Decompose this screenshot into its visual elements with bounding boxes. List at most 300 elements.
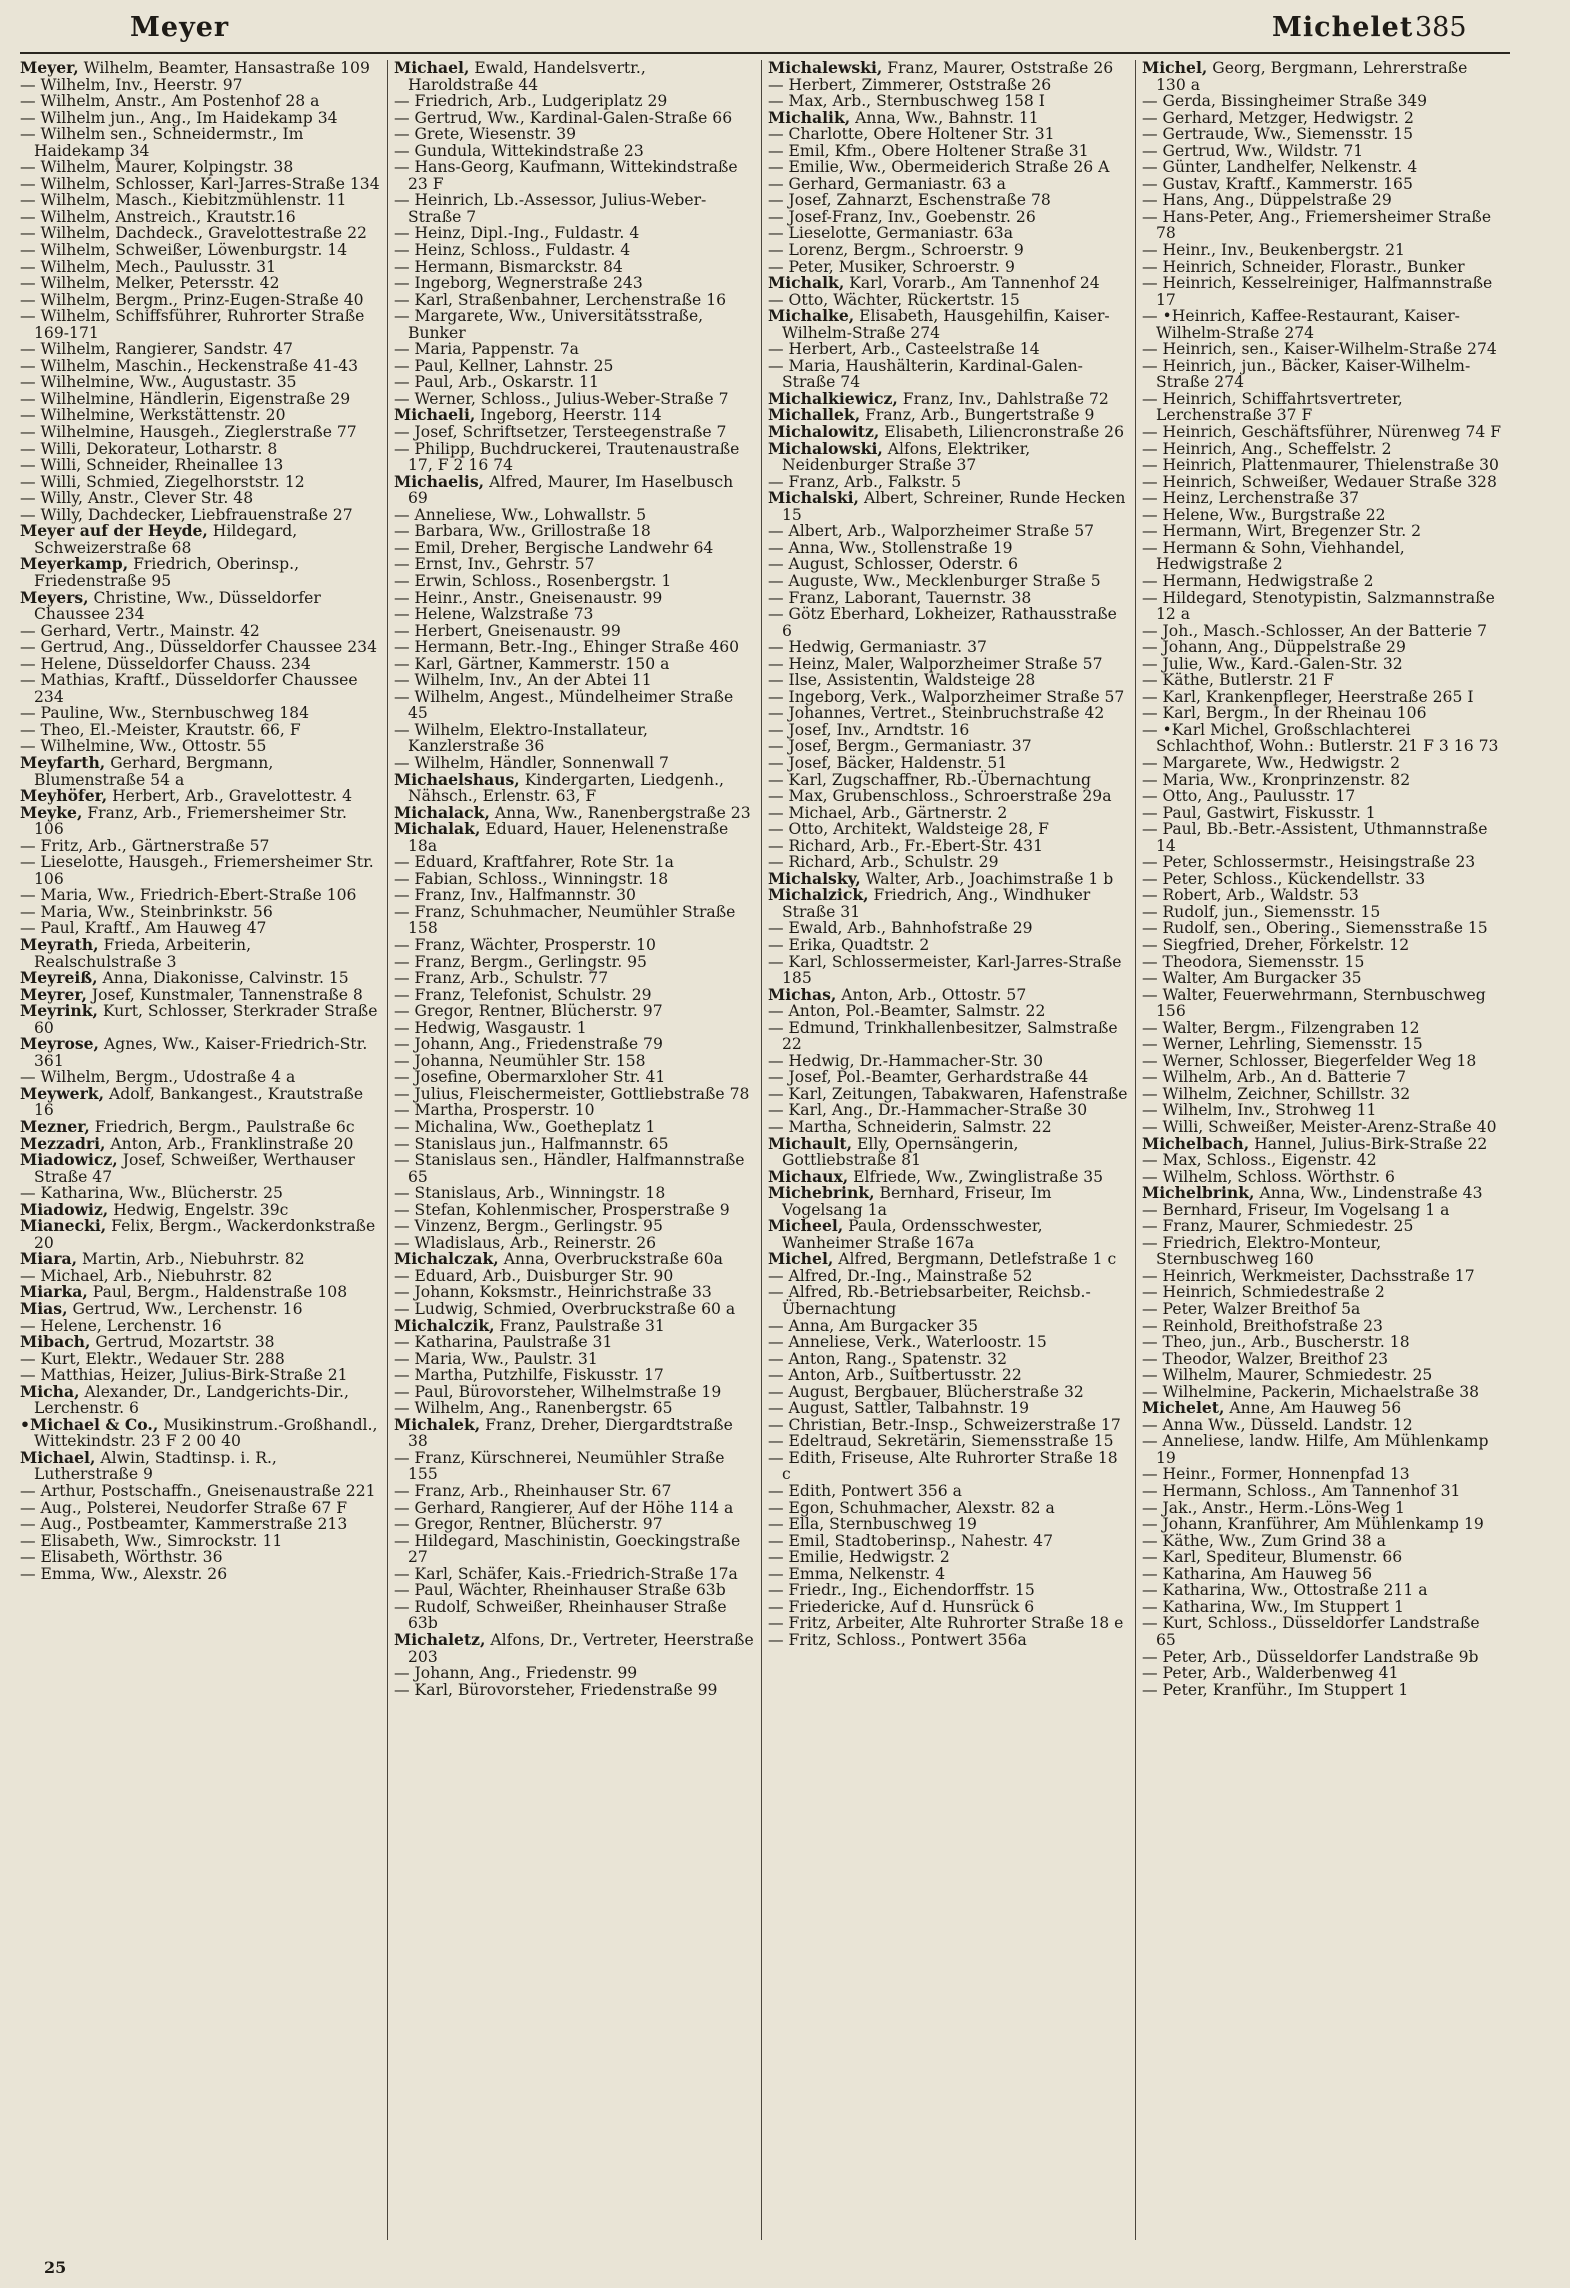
entry-text: Kurt, Schlosser, Sterkrader Straße 60 (34, 1002, 378, 1037)
entry-text: — Friedrich, Elektro-Monteur, Sternbuschweg 160 (1142, 1233, 1382, 1269)
entry-text: — Werner, Lehrling, Siemensstr. 15 (1142, 1035, 1423, 1054)
entry-text: — Maria, Ww., Kronprinzenstr. 82 (1142, 770, 1411, 789)
directory-columns (20, 60, 1510, 2240)
entry-text: — Hedwig, Dr.-Hammacher-Str. 30 (768, 1051, 1043, 1070)
entry-text: — Fritz, Arb., Gärtnerstraße 57 (20, 836, 270, 855)
directory-entry (394, 374, 754, 391)
entry-text: — Stanislaus, Arb., Winningstr. 18 (394, 1184, 666, 1203)
directory-entry (20, 275, 380, 292)
entry-surname: Michel, (768, 1249, 834, 1269)
entry-text: Alfons, Elektriker, Neidenburger Straße 37 (782, 439, 1031, 475)
entry-text: Franz, Dreher, Diergardtstraße 38 (408, 1415, 733, 1451)
entry-text: — Peter, Musiker, Schroerstr. 9 (768, 257, 1015, 276)
entry-text: — Fritz, Schloss., Pontwert 356a (768, 1630, 1027, 1649)
entry-text: — Gundula, Wittekindstraße 23 (394, 141, 644, 160)
directory-entry (394, 1414, 754, 1451)
entry-surname: Michelbrink, (1142, 1183, 1255, 1203)
entry-text: — Franz, Bergm., Gerlingstr. 95 (394, 952, 647, 971)
entry-text: — Käthe, Butlerstr. 21 F (1142, 671, 1334, 690)
directory-entry (20, 1500, 380, 1517)
entry-text: — Karl, Bergm., In der Rheinau 106 (1142, 704, 1427, 723)
entry-surname: Michalkiewicz, (768, 388, 898, 408)
directory-entry (768, 490, 1128, 523)
directory-entry (768, 722, 1128, 739)
directory-entry (1142, 1566, 1502, 1583)
entry-surname: Meyrose, (20, 1034, 99, 1054)
entry-text: — Charlotte, Obere Holtener Str. 31 (768, 125, 1055, 144)
directory-entry (20, 242, 380, 259)
entry-text: — Karl, Zeitungen, Tabakwaren, Hafenstraße (768, 1084, 1128, 1103)
directory-entry (1142, 871, 1502, 888)
entry-text: — Grete, Wiesenstr. 39 (394, 125, 577, 144)
directory-entry (1142, 788, 1502, 805)
page-number: 385 (1415, 12, 1467, 43)
directory-entry (768, 1384, 1128, 1401)
entry-text: — Johann, Ang., Friedenstraße 79 (394, 1035, 663, 1054)
directory-entry (20, 1083, 380, 1120)
entry-text: — Heinz, Schloss., Fuldastr. 4 (394, 241, 631, 260)
entry-text: — Gregor, Rentner, Blücherstr. 97 (394, 1002, 663, 1021)
entry-text: — Heinr., Inv., Beukenbergstr. 21 (1142, 241, 1405, 260)
directory-entry (1142, 1599, 1502, 1616)
entry-surname: Meyrer, (20, 984, 87, 1004)
entry-text: — Heinrich, Schneider, Florastr., Bunker (1142, 257, 1465, 276)
directory-entry (1142, 590, 1502, 623)
entry-text: — Karl, Gärtner, Kammerstr. 150 a (394, 654, 670, 673)
entry-surname: Michalczak, (394, 1249, 499, 1269)
directory-entry (394, 292, 754, 309)
entry-text: — Franz, Telefonist, Schulstr. 29 (394, 985, 652, 1004)
entry-text: — Anna, Am Burgacker 35 (768, 1316, 979, 1335)
entry-text: — Ingeborg, Wegnerstraße 243 (394, 274, 643, 293)
entry-text: — Friedrich, Arb., Ludgeriplatz 29 (394, 92, 668, 111)
column-2 (394, 60, 754, 2240)
entry-text: — Elisabeth, Wörthstr. 36 (20, 1548, 223, 1567)
directory-entry (20, 474, 380, 491)
directory-entry (1142, 1069, 1502, 1086)
entry-text: — Franz, Laborant, Tauernstr. 38 (768, 588, 1032, 607)
directory-entry (1142, 1318, 1502, 1335)
entry-surname: Micha, (20, 1381, 80, 1401)
directory-entry (768, 1133, 1128, 1170)
directory-entry (1142, 1268, 1502, 1285)
directory-entry (20, 1251, 380, 1268)
entry-text: Anna, Ww., Bahnstr. 11 (850, 108, 1039, 127)
entry-text: — Ella, Sternbuschweg 19 (768, 1515, 977, 1534)
directory-entry (768, 159, 1128, 176)
directory-entry (394, 341, 754, 358)
entry-text: — Karl, Bürovorsteher, Friedenstraße 99 (394, 1680, 718, 1699)
directory-entry (20, 225, 380, 242)
entry-text: — Egon, Schuhmacher, Alexstr. 82 a (768, 1498, 1055, 1517)
entry-text: — Gerhard, Rangierer, Auf der Höhe 114 a (394, 1498, 734, 1517)
entry-text: — Albert, Arb., Walporzheimer Straße 57 (768, 522, 1095, 541)
entry-text: — Richard, Arb., Schulstr. 29 (768, 853, 999, 872)
directory-entry (394, 987, 754, 1004)
entry-text: — Käthe, Ww., Zum Grind 38 a (1142, 1531, 1386, 1550)
entry-surname: Mibach, (20, 1332, 91, 1352)
running-head-left: Meyer (130, 12, 230, 43)
directory-entry (20, 672, 380, 705)
entry-text: — Theo, El.-Meister, Krautstr. 66, F (20, 720, 301, 739)
entry-text: — Edmund, Trinkhallenbesitzer, Salmstraße 22 (768, 1018, 1118, 1054)
entry-text: — Wilhelm, Schweißer, Löwenburgstr. 14 (20, 241, 348, 260)
entry-text: — Wilhelmine, Hausgeh., Zieglerstraße 77 (20, 423, 357, 442)
directory-entry (1142, 1433, 1502, 1466)
entry-surname: Mianecki, (20, 1216, 107, 1236)
entry-text: — Gerda, Bissingheimer Straße 349 (1142, 92, 1428, 111)
entry-text: — August, Bergbauer, Blücherstraße 32 (768, 1382, 1084, 1401)
directory-entry (1142, 1665, 1502, 1682)
entry-text: — Gregor, Rentner, Blücherstr. 97 (394, 1515, 663, 1534)
directory-entry (1142, 1649, 1502, 1666)
entry-text: — Wilhelm, Mech., Paulusstr. 31 (20, 257, 277, 276)
entry-text: Paul, Bergm., Haldenstraße 108 (87, 1283, 348, 1302)
directory-entry (20, 292, 380, 309)
entry-text: — Paul, Wächter, Rheinhauser Straße 63b (394, 1581, 726, 1600)
entry-text: — Heinrich, Geschäftsführer, Nürenweg 74 F (1142, 423, 1502, 442)
entry-text: Bernhard, Friseur, Im Vogelsang 1a (782, 1184, 1052, 1219)
entry-text: — Theo, jun., Arb., Buscherstr. 18 (1142, 1333, 1410, 1352)
directory-entry (768, 1251, 1128, 1268)
entry-text: — Emil, Dreher, Bergische Landwehr 64 (394, 538, 714, 557)
entry-text: Anna, Ww., Ranenbergstraße 23 (489, 803, 751, 822)
directory-entry (394, 523, 754, 540)
entry-text: Gerhard, Bergmann, Blumenstraße 54 a (34, 753, 274, 789)
directory-entry (394, 1367, 754, 1384)
directory-entry (20, 1516, 380, 1533)
entry-surname: Michas, (768, 984, 837, 1004)
directory-entry (394, 1086, 754, 1103)
entry-text: Hedwig, Engelstr. 39c (108, 1200, 289, 1219)
entry-text: Anna, Ww., Lindenstraße 43 (1254, 1184, 1483, 1203)
directory-entry (394, 259, 754, 276)
directory-entry (20, 391, 380, 408)
entry-text: — Erwin, Schloss., Rosenbergstr. 1 (394, 571, 672, 590)
directory-entry (768, 107, 1128, 127)
entry-surname: Mezzadri, (20, 1133, 106, 1153)
directory-entry (20, 259, 380, 276)
directory-entry (768, 689, 1128, 706)
entry-text: — Willy, Dachdecker, Liebfrauenstraße 27 (20, 505, 353, 524)
entry-text: — Maria, Ww., Paulstr. 31 (394, 1349, 598, 1368)
entry-text: Frieda, Arbeiterin, Realschulstraße 3 (34, 935, 252, 971)
entry-text: Friedrich, Bergm., Paulstraße 6c (89, 1118, 355, 1136)
directory-entry (1142, 424, 1502, 441)
entry-surname: Michaelshaus, (394, 769, 520, 789)
entry-text: — Katharina, Ww., Im Stuppert 1 (1142, 1597, 1404, 1616)
directory-entry (394, 639, 754, 656)
entry-text: Elly, Opernsängerin, Gottliebstraße 81 (782, 1134, 1019, 1170)
directory-entry (20, 656, 380, 673)
directory-entry (20, 1566, 380, 1583)
directory-entry (394, 192, 754, 225)
directory-entry (1142, 689, 1502, 706)
directory-entry (20, 523, 380, 556)
directory-entry (394, 1202, 754, 1219)
entry-text: Christine, Ww., Düsseldorfer Chaussee 234 (34, 588, 321, 624)
entry-surname: Michault, (768, 1133, 853, 1153)
directory-entry (1142, 1483, 1502, 1500)
entry-text: — Wilhelm, Anstr., Am Postenhof 28 a (20, 92, 320, 111)
entry-surname: Meyrath, (20, 934, 99, 954)
entry-text: — Friedericke, Auf d. Hunsrück 6 (768, 1597, 1035, 1616)
directory-entry (394, 937, 754, 954)
entry-text: — Max, Schloss., Eigenstr. 42 (1142, 1151, 1377, 1170)
entry-text: — Wilhelmine, Packerin, Michaelstraße 38 (1142, 1382, 1480, 1401)
directory-entry (1142, 705, 1502, 722)
entry-text: Elfriede, Ww., Zwinglistraße 35 (848, 1167, 1104, 1186)
directory-entry (394, 1268, 754, 1285)
entry-text: — Pauline, Ww., Sternbuschweg 184 (20, 704, 309, 723)
directory-entry (394, 126, 754, 143)
directory-entry (20, 587, 380, 624)
directory-entry (394, 225, 754, 242)
entry-surname: Miarka, (20, 1282, 88, 1302)
entry-text: — Anton, Pol.-Beamter, Salmstr. 22 (768, 1002, 1046, 1021)
directory-entry (1142, 540, 1502, 573)
entry-text: — Willi, Schweißer, Meister-Arenz-Straße 40 (1142, 1118, 1497, 1136)
entry-text: — Margarete, Ww., Hedwigstr. 2 (1142, 753, 1401, 772)
entry-text: — Herbert, Zimmerer, Oststraße 26 (768, 75, 1052, 94)
directory-entry (1142, 441, 1502, 458)
entry-text: — Hans-Peter, Ang., Friemersheimer Straße 78 (1142, 207, 1492, 243)
entry-text: — •Karl Michel, Großschlachterei Schlachthof, Wohn.: Butlerstr. 21 F 3 16 73 (1142, 720, 1499, 756)
entry-text: Franz, Inv., Dahlstraße 72 (897, 389, 1109, 408)
directory-entry (394, 1516, 754, 1533)
entry-text: Alfred, Maurer, Im Haselbusch 69 (408, 472, 734, 508)
directory-entry (394, 441, 754, 474)
entry-surname: Meyers, (20, 587, 89, 607)
directory-entry (394, 970, 754, 987)
directory-entry (1142, 1466, 1502, 1483)
directory-entry (768, 606, 1128, 639)
entry-text: — Wilhelm, Schiffsführer, Ruhrorter Straße 169-171 (20, 307, 365, 342)
entry-text: — Gerhard, Vertr., Mainstr. 42 (20, 621, 260, 640)
entry-text: — Wilhelmine, Ww., Ottostr. 55 (20, 737, 267, 756)
entry-text: — Julie, Ww., Kard.-Galen-Str. 32 (1142, 654, 1403, 673)
directory-entry (768, 1400, 1128, 1417)
directory-entry (20, 407, 380, 424)
directory-entry (20, 77, 380, 94)
entry-text: — Johann, Koksmstr., Heinrichstraße 33 (394, 1283, 712, 1302)
directory-entry (1142, 1301, 1502, 1318)
entry-text: — Josef, Pol.-Beamter, Gerhardstraße 44 (768, 1068, 1089, 1087)
directory-entry (20, 1533, 380, 1550)
directory-entry (20, 1549, 380, 1566)
directory-entry (20, 623, 380, 640)
entry-surname: Michaux, (768, 1166, 849, 1186)
entry-text: — Walter, Bergm., Filzengraben 12 (1142, 1018, 1420, 1037)
directory-entry (394, 1036, 754, 1053)
directory-entry (768, 755, 1128, 772)
entry-text: — Alfred, Rb.-Betriebsarbeiter, Reichsb.-Übernachtung (768, 1283, 1091, 1319)
directory-entry (1142, 192, 1502, 209)
entry-text: — Karl, Spediteur, Blumenstr. 66 (1142, 1548, 1403, 1567)
entry-text: — Helene, Walzstraße 73 (394, 605, 594, 624)
directory-entry (1142, 176, 1502, 193)
entry-surname: Michalke, (768, 306, 855, 326)
entry-text: — Hans-Georg, Kaufmann, Wittekindstraße 23 F (394, 158, 738, 193)
directory-entry (394, 60, 754, 93)
entry-text: — Aug., Polsterei, Neudorfer Straße 67 F (20, 1498, 348, 1517)
directory-entry (394, 1599, 754, 1632)
directory-entry (1142, 1086, 1502, 1103)
directory-entry (394, 887, 754, 904)
directory-entry (394, 556, 754, 573)
entry-text: — Emma, Nelkenstr. 4 (768, 1564, 946, 1583)
entry-text: — Peter, Walzer Breithof 5a (1142, 1300, 1361, 1319)
entry-text: — Mathias, Kraftf., Düsseldorfer Chaussee 234 (20, 671, 358, 706)
entry-text: — Hedwig, Wasgaustr. 1 (394, 1018, 587, 1037)
entry-text: — Rudolf, sen., Obering., Siemensstraße 15 (1142, 919, 1488, 938)
entry-text: — Barbara, Ww., Grillostraße 18 (394, 522, 651, 541)
entry-text: Eduard, Hauer, Helenenstraße 18a (408, 820, 729, 855)
entry-text: — Wilhelmine, Händlerin, Eigenstraße 29 (20, 389, 351, 408)
entry-text: — Arthur, Postschaffn., Gneisenaustraße 221 (20, 1482, 376, 1501)
directory-entry (768, 1549, 1128, 1566)
entry-surname: Mias, (20, 1299, 68, 1319)
entry-text: — Johann, Ang., Friedenstr. 99 (394, 1664, 638, 1683)
entry-text: — Ingeborg, Verk., Walporzheimer Straße 57 (768, 687, 1125, 706)
directory-entry (768, 1615, 1128, 1632)
directory-entry (1142, 1615, 1502, 1648)
directory-entry (20, 1284, 380, 1301)
entry-text: — Wilhelm sen., Schneidermstr., Im Haidekamp 34 (20, 125, 304, 160)
directory-entry (20, 705, 380, 722)
directory-entry (768, 556, 1128, 573)
entry-text: — Edith, Pontwert 356 a (768, 1482, 962, 1501)
entry-surname: Miara, (20, 1249, 78, 1269)
entry-text: — Helene, Ww., Burgstraße 22 (1142, 505, 1386, 524)
entry-text: — Martha, Schneiderin, Salmstr. 22 (768, 1118, 1052, 1136)
entry-text: — Helene, Düsseldorfer Chauss. 234 (20, 654, 311, 673)
directory-entry (394, 110, 754, 127)
entry-text: — Hermann, Hedwigstraße 2 (1142, 571, 1374, 590)
entry-text: — Gertrud, Ww., Wildstr. 71 (1142, 141, 1364, 160)
directory-entry (768, 1500, 1128, 1517)
header-rule (20, 52, 1510, 54)
entry-text: Felix, Bergm., Wackerdonkstraße 20 (34, 1217, 376, 1252)
directory-entry (768, 438, 1128, 475)
entry-surname: Meyerkamp, (20, 554, 129, 574)
directory-entry (394, 1185, 754, 1202)
directory-entry (20, 209, 380, 226)
directory-entry (394, 573, 754, 590)
entry-text: — Theodor, Walzer, Breithof 23 (1142, 1349, 1389, 1368)
directory-entry (394, 1384, 754, 1401)
directory-entry (1142, 573, 1502, 590)
directory-entry (768, 358, 1128, 391)
directory-entry (768, 788, 1128, 805)
directory-entry (20, 457, 380, 474)
entry-text: — Wilhelm, Anstreich., Krautstr.16 (20, 207, 296, 226)
entry-text: — Anneliese, Ww., Lohwallstr. 5 (394, 505, 647, 524)
entry-text: — Wilhelm, Melker, Petersstr. 42 (20, 274, 280, 293)
entry-surname: Mezner, (20, 1117, 90, 1136)
directory-entry (20, 722, 380, 739)
entry-text: — Edeltraud, Sekretärin, Siemensstraße 15 (768, 1432, 1114, 1451)
entry-text: — Werner, Schlosser, Biegerfelder Weg 18 (1142, 1051, 1477, 1070)
directory-entry (768, 1069, 1128, 1086)
directory-entry (768, 937, 1128, 954)
directory-entry (1142, 457, 1502, 474)
directory-entry (768, 838, 1128, 855)
entry-text: Hannel, Julius-Birk-Straße 22 (1249, 1134, 1488, 1153)
directory-entry (394, 1533, 754, 1566)
directory-entry (1142, 904, 1502, 921)
entry-text: — Heinrich, Werkmeister, Dachsstraße 17 (1142, 1266, 1475, 1285)
directory-entry (394, 606, 754, 623)
directory-entry (1142, 391, 1502, 424)
directory-entry (394, 1053, 754, 1070)
entry-text: — Katharina, Am Hauweg 56 (1142, 1564, 1373, 1583)
directory-entry (20, 424, 380, 441)
entry-text: — Heinz, Lerchenstraße 37 (1142, 489, 1360, 508)
entry-text: — Max, Arb., Sternbuschweg 158 I (768, 92, 1045, 111)
entry-surname: Michalowitz, (768, 422, 880, 442)
directory-entry (1142, 656, 1502, 673)
entry-text: — Wladislaus, Arb., Reinerstr. 26 (394, 1233, 657, 1252)
directory-entry (20, 1483, 380, 1500)
entry-text: — Josef, Inv., Arndtstr. 16 (768, 720, 970, 739)
directory-entry (1142, 60, 1502, 93)
entry-text: — Paul, Kraftf., Am Hauweg 47 (20, 919, 267, 938)
entry-text: — Anna, Ww., Stollenstraße 19 (768, 538, 1013, 557)
entry-text: — Günter, Landhelfer, Nelkenstr. 4 (1142, 158, 1418, 177)
directory-entry (1142, 242, 1502, 259)
entry-text: — •Heinrich, Kaffee-Restaurant, Kaiser-Wilhelm-Straße 274 (1142, 307, 1460, 342)
entry-text: — Heinrich, Lb.-Assessor, Julius-Weber-Straße 7 (394, 191, 707, 226)
entry-text: Gertrud, Mozartstr. 38 (90, 1333, 275, 1352)
entry-text: — Michael, Arb., Niebuhrstr. 82 (20, 1266, 273, 1285)
entry-text: — Franz, Kürschnerei, Neumühler Straße 155 (394, 1448, 725, 1484)
entry-text: — Matthias, Heizer, Julius-Birk-Straße 21 (20, 1366, 348, 1385)
entry-text: Kindergarten, Liedgenh., Nähsch., Erlenstr. 63, F (408, 770, 724, 806)
entry-text: Alfred, Bergmann, Detlefstraße 1 c (833, 1250, 1117, 1269)
column-divider (761, 60, 762, 2240)
entry-surname: Michaelis, (394, 471, 485, 491)
directory-entry (1142, 1284, 1502, 1301)
entry-text: Anton, Arb., Ottostr. 57 (836, 985, 1027, 1004)
print-signature: 25 (44, 2258, 67, 2277)
directory-entry (768, 573, 1128, 590)
entry-text: — Paul, Gastwirt, Fiskusstr. 1 (1142, 803, 1376, 822)
entry-text: — Heinz, Maler, Walporzheimer Straße 57 (768, 654, 1103, 673)
directory-entry (394, 1284, 754, 1301)
entry-text: — Gertrud, Ww., Kardinal-Galen-Straße 66 (394, 108, 733, 127)
directory-entry (394, 1483, 754, 1500)
entry-text: — Wilhelm, Ang., Ranenbergstr. 65 (394, 1399, 673, 1418)
directory-entry (768, 1284, 1128, 1317)
directory-entry (1142, 1400, 1502, 1417)
entry-text: — Katharina, Paulstraße 31 (394, 1333, 613, 1352)
entry-text: — Josefine, Obermarxloher Str. 41 (394, 1068, 666, 1087)
directory-entry (394, 623, 754, 640)
entry-text: — Herbert, Arb., Casteelstraße 14 (768, 340, 1040, 359)
directory-entry (1142, 259, 1502, 276)
directory-entry (394, 1315, 754, 1335)
entry-surname: Meyer auf der Heyde, (20, 521, 208, 541)
entry-text: — Eduard, Arb., Duisburger Str. 90 (394, 1266, 674, 1285)
entry-text: Friedrich, Oberinsp., Friedenstraße 95 (34, 555, 300, 590)
entry-text: — Helene, Lerchenstr. 16 (20, 1316, 222, 1335)
entry-text: — Emilie, Hedwigstr. 2 (768, 1548, 950, 1567)
directory-entry (1142, 474, 1502, 491)
entry-text: — Peter, Kranführ., Im Stuppert 1 (1142, 1680, 1409, 1699)
directory-entry (1142, 490, 1502, 507)
entry-text: — Karl, Ang., Dr.-Hammacher-Straße 30 (768, 1101, 1088, 1120)
